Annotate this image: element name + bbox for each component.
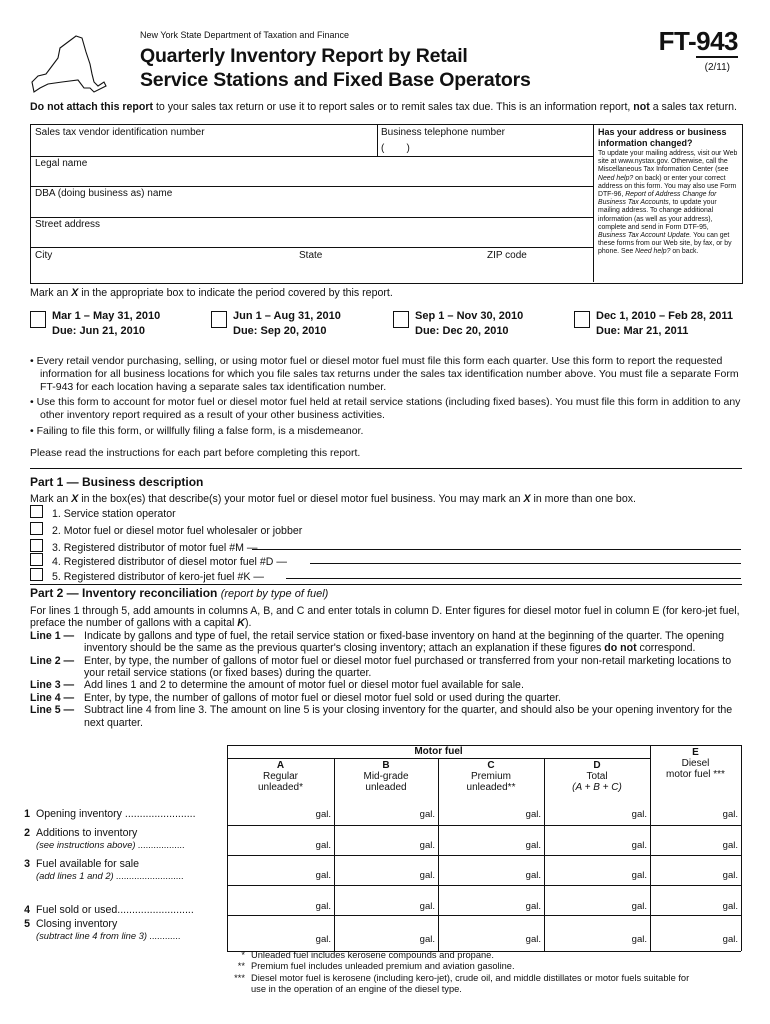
taxpayer-info-box <box>30 124 743 284</box>
gal-cell[interactable]: gal. <box>631 901 647 912</box>
business-checkbox[interactable] <box>30 553 43 566</box>
gal-cell[interactable]: gal. <box>722 809 738 820</box>
read-instructions-note: Please read the instructions for each part before completing this report. <box>30 447 361 459</box>
dba-field[interactable]: DBA (doing business as) name <box>35 188 173 199</box>
form-revision: (2/11) <box>704 62 730 73</box>
business-type-2[interactable]: 2. Motor fuel or diesel motor fuel wholesaler or jobber <box>30 522 302 537</box>
footnote: * Unleaded fuel includes kerosene compounds and propane. <box>241 950 494 960</box>
gal-cell[interactable]: gal. <box>722 934 738 945</box>
column-b-header: B Mid-grade unleaded <box>363 760 409 793</box>
gal-cell[interactable]: gal. <box>419 809 435 820</box>
gal-cell[interactable]: gal. <box>525 934 541 945</box>
gal-cell[interactable]: gal. <box>722 840 738 851</box>
gal-cell[interactable]: gal. <box>722 870 738 881</box>
gal-cell[interactable]: gal. <box>525 809 541 820</box>
motor-fuel-group-header: Motor fuel <box>414 746 463 757</box>
business-checkbox[interactable] <box>30 539 43 552</box>
gal-cell[interactable]: gal. <box>315 840 331 851</box>
line-instruction: Line 4 — Enter, by type, the number of gallons of motor fuel or diesel motor fuel sold or used during the quarter. <box>30 691 561 704</box>
phone-area-code: ( ) <box>381 143 410 154</box>
gal-cell[interactable]: gal. <box>631 840 647 851</box>
column-e-header: E Diesel motor fuel *** <box>666 747 725 780</box>
row-1-label: 1 Opening inventory ........................ <box>24 808 196 820</box>
business-checkbox[interactable] <box>30 568 43 581</box>
footnotes <box>225 950 701 996</box>
column-c-header: C Premium unleaded** <box>466 760 516 793</box>
period-instructions: Mark an X in the appropriate box to indicate the period covered by this report. <box>30 287 393 299</box>
business-type-5[interactable]: 5. Registered distributor of kero-jet fuel #K — <box>30 568 264 583</box>
column-a-header: A Regular unleaded* <box>257 760 304 793</box>
department-name: New York State Department of Taxation and Finance <box>140 30 349 40</box>
footnote: *** Diesel motor fuel is kerosene (including kero-jet), crude oil, and middle distillates or motor fuels suitable for use in the operation of an engine of the diesel type. <box>234 972 690 995</box>
form-title: Quarterly Inventory Report by Retail Service Stations and Fixed Base Operators <box>140 45 531 91</box>
zip-field[interactable]: ZIP code <box>487 250 527 261</box>
gal-cell[interactable]: gal. <box>315 934 331 945</box>
filing-requirements <box>30 355 742 441</box>
gal-cell[interactable]: gal. <box>525 840 541 851</box>
gal-cell[interactable]: gal. <box>419 934 435 945</box>
bullet-item: • Every retail vendor purchasing, selling, or using motor fuel or diesel motor fuel must file this form each quarter. Use this form to report the requested information for all business locations for which you file sales tax returns under the sales tax identification number above. You must file a separate Form FT-943 for each location having a separate sales tax identification number. <box>30 355 739 393</box>
divider <box>30 468 742 469</box>
line-instruction: Line 1 — Indicate by gallons and type of fuel, the retail service station or fixed-base inventory on hand at the beginning of the quarter. The opening inventory should be the same as the previous quarter's closing inventory; attach an explanation if these figures do not correspond. <box>30 629 724 655</box>
part2-heading: Part 2 — Inventory reconciliation (report by type of fuel) <box>30 586 329 600</box>
period-checkbox[interactable] <box>574 311 590 328</box>
part2-instructions: For lines 1 through 5, add amounts in columns A, B, and C and enter totals in column D. Enter figures for diesel motor fuel in column E (for kero-jet fuel, preface the number of gallons with a capital K). Line 1 — Indicate by gallons and type of fuel, the retail service station or fixed-base inventory on hand at the beginning of the quarter. The opening inventory should be the same as the previous quarter's closing inventory; attach an explanation if these figures do not correspond. Line 2 — Enter, by type, the number of gallons of motor fuel or diesel motor fuel purchased or transferred from your non-retail marketing locations to your retail service stations (or fixed bases) during the quarter. Line 3 — Add lines 1 and 2 to determine the amount of motor fuel or diesel motor fuel available for sale. Line 4 — Enter, by type, the number of gallons of motor fuel or diesel motor fuel sold or used during the quarter. Line 5 — Subtract line 4 from line 3. The amount on line 5 is your closing inventory for the quarter, and should also be your opening inventory for the next quarter. <box>30 605 742 729</box>
street-address-field[interactable]: Street address <box>35 219 101 230</box>
period-option-4[interactable]: Dec 1, 2010 – Feb 28, 2011 Due: Mar 21, 2011 <box>574 309 733 339</box>
gal-cell[interactable]: gal. <box>722 901 738 912</box>
gal-cell[interactable]: gal. <box>419 901 435 912</box>
period-checkbox[interactable] <box>393 311 409 328</box>
kero-jet-reg-input[interactable] <box>286 578 741 579</box>
row-2-label: 2 Additions to inventory (see instructions above) .................. <box>24 827 186 850</box>
city-field[interactable]: City <box>35 250 53 261</box>
period-checkbox[interactable] <box>30 311 46 328</box>
divider <box>30 584 742 585</box>
column-d-header: D Total (A + B + C) <box>572 760 622 793</box>
business-type-4[interactable]: 4. Registered distributor of diesel motor fuel #D — <box>30 553 287 568</box>
business-checkbox[interactable] <box>30 522 43 535</box>
gal-cell[interactable]: gal. <box>315 809 331 820</box>
legal-name-field[interactable]: Legal name <box>35 158 88 169</box>
ny-state-map-icon <box>28 30 108 96</box>
period-option-1[interactable]: Mar 1 – May 31, 2010 Due: Jun 21, 2010 <box>30 309 160 339</box>
gal-cell[interactable]: gal. <box>631 870 647 881</box>
form-number: FT-943 <box>658 26 738 56</box>
business-type-3[interactable]: 3. Registered distributor of motor fuel #M — <box>30 539 258 554</box>
gal-cell[interactable]: gal. <box>419 870 435 881</box>
attach-notice: Do not attach this report to your sales tax return or use it to report sales or to remit sales tax due. This is an information report, not a sales tax return. <box>30 101 737 113</box>
bullet-item: • Use this form to account for motor fuel or diesel motor fuel held at retail service stations (including fixed bases). You must file this form in addition to any other inventory report required as a result of your other business activities. <box>30 396 741 422</box>
row-4-label: 4 Fuel sold or used.......................... <box>24 904 194 916</box>
gal-cell[interactable]: gal. <box>631 934 647 945</box>
period-checkbox[interactable] <box>211 311 227 328</box>
period-option-3[interactable]: Sep 1 – Nov 30, 2010 Due: Dec 20, 2010 <box>393 309 523 339</box>
line-instruction: Line 5 — Subtract line 4 from line 3. The amount on line 5 is your closing inventory for the quarter, and should also be your opening inventory for the next quarter. <box>30 704 733 729</box>
diesel-fuel-reg-input[interactable] <box>310 563 741 564</box>
gal-cell[interactable]: gal. <box>631 809 647 820</box>
gal-cell[interactable]: gal. <box>525 870 541 881</box>
phone-field[interactable]: Business telephone number <box>381 127 505 138</box>
gal-cell[interactable]: gal. <box>525 901 541 912</box>
line-instruction: Line 3 — Add lines 1 and 2 to determine the amount of motor fuel or diesel motor fuel available for sale. <box>30 679 524 692</box>
footnote: ** Premium fuel includes unleaded premium and aviation gasoline. <box>237 961 515 972</box>
address-change-note: Has your address or business information changed? To update your mailing address, visit our Web site at www.nystax.gov. Otherwise, call the Miscellaneous Tax Information Center (see Need help? on back) or enter your correct address on this form. You may also use Form DTF-96, Report of Address Change for Business Tax Accounts, to update your mailing address. To change additional information (as well as your address), complete and send in Form DTF-95, Business Tax Account Update. You can get these forms from our Web site, by fax, or by phone. See Need help? on back. <box>598 127 738 256</box>
line-instruction: Line 2 — Enter, by type, the number of gallons of motor fuel or diesel motor fuel purchased or transferred from your non-retail marketing locations to your retail service stations (or fixed bases) during the quarter. <box>30 654 732 680</box>
period-option-2[interactable]: Jun 1 – Aug 31, 2010 Due: Sep 20, 2010 <box>211 309 341 339</box>
vendor-id-field[interactable]: Sales tax vendor identification number <box>35 127 205 138</box>
gal-cell[interactable]: gal. <box>315 901 331 912</box>
motor-fuel-reg-input[interactable] <box>252 549 741 550</box>
bullet-item: • Failing to file this form, or willfully filing a false form, is a misdemeanor. <box>30 424 364 437</box>
part1-heading: Part 1 — Business description <box>30 475 204 489</box>
row-5-label: 5 Closing inventory (subtract line 4 from line 3) ............ <box>24 918 181 941</box>
row-3-label: 3 Fuel available for sale (add lines 1 and 2) .......................... <box>24 858 184 881</box>
part1-instructions: Mark an X in the box(es) that describe(s) your motor fuel or diesel motor fuel business. You may mark an X in more than one box. <box>30 493 636 505</box>
business-type-1[interactable]: 1. Service station operator <box>30 505 176 520</box>
state-field[interactable]: State <box>299 250 323 261</box>
gal-cell[interactable]: gal. <box>315 870 331 881</box>
inventory-table <box>227 745 741 951</box>
gal-cell[interactable]: gal. <box>419 840 435 851</box>
business-checkbox[interactable] <box>30 505 43 518</box>
